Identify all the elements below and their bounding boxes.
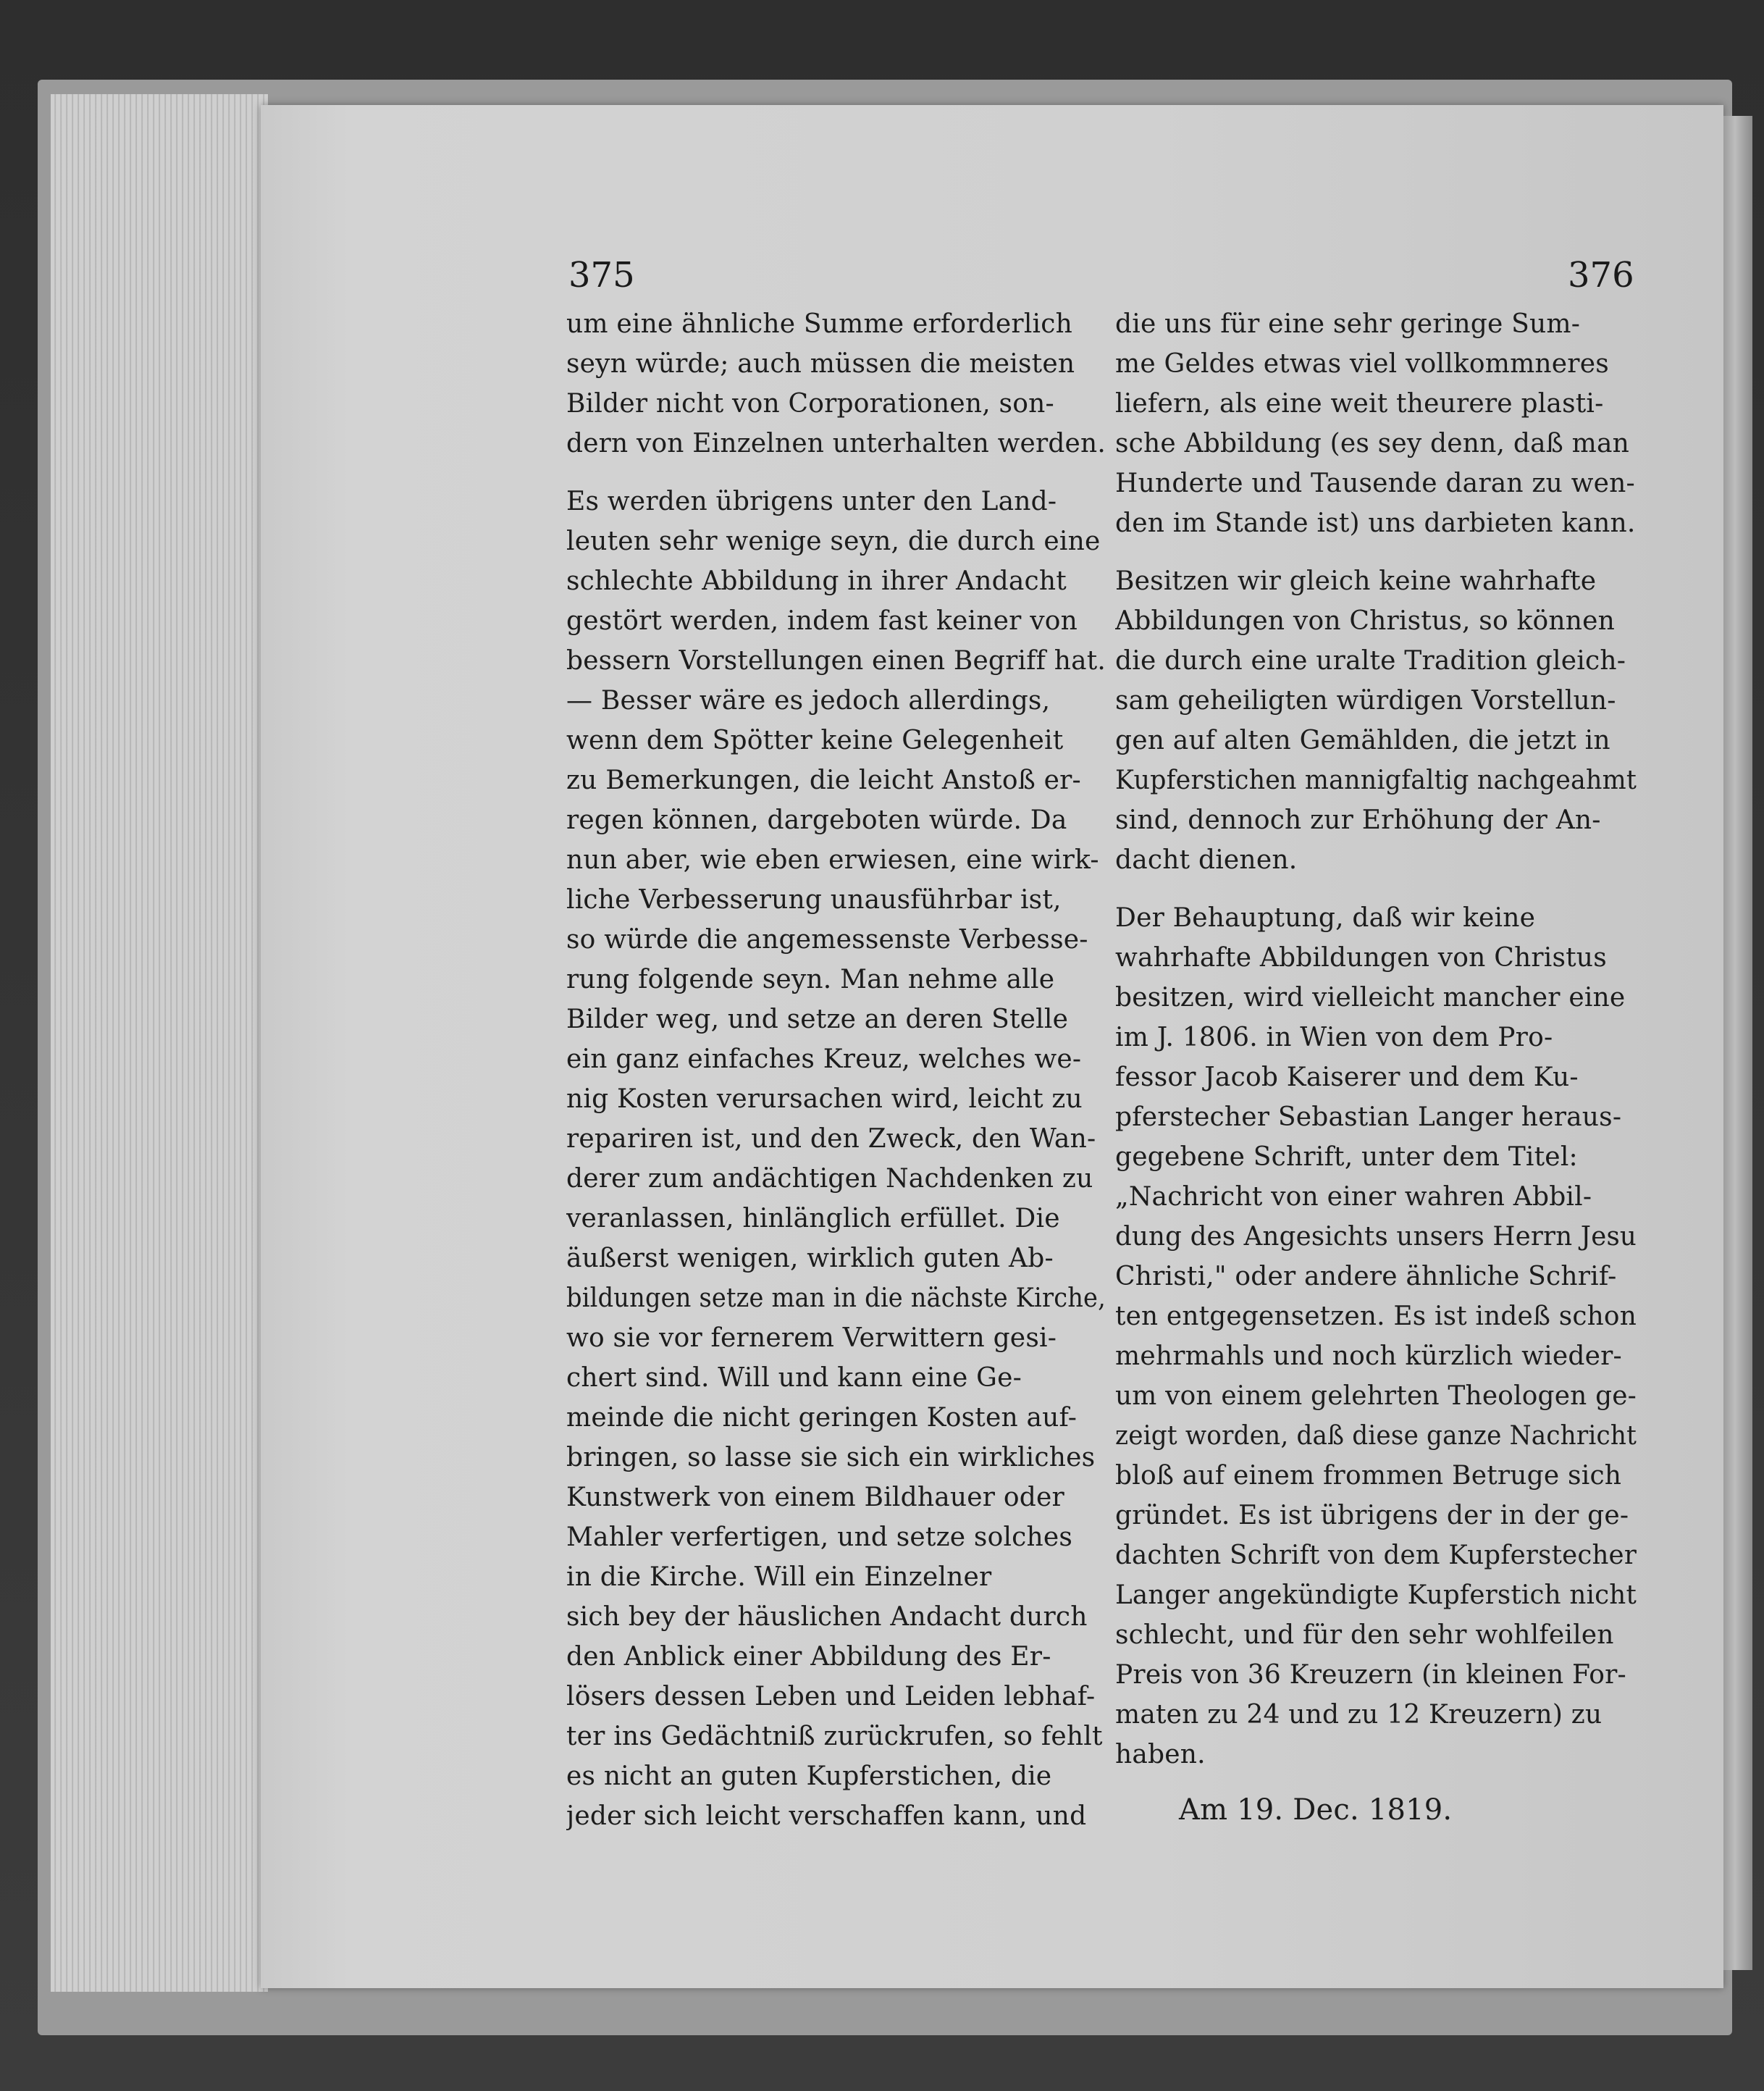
text-line: liefern, als eine weit theurere plasti- <box>1115 389 1604 419</box>
facing-page-edge <box>1723 116 1752 1970</box>
text-line: chert sind. Will und kann eine Ge- <box>566 1363 1022 1393</box>
paragraph <box>566 482 1106 1836</box>
page-number-right: 376 <box>1568 255 1634 296</box>
text-line: meinde die nicht geringen Kosten auf- <box>566 1403 1078 1433</box>
text-line: pferstecher Sebastian Langer heraus- <box>1115 1102 1622 1132</box>
text-line: sich bey der häuslichen Andacht durch <box>566 1602 1088 1632</box>
text-line: ter ins Gedächtniß zurückrufen, so fehlt <box>566 1722 1103 1751</box>
paragraph-gap <box>566 464 1106 482</box>
text-line: in die Kirche. Will ein Einzelner <box>566 1562 992 1592</box>
text-line: Hunderte und Tausende daran zu wen- <box>1115 469 1635 498</box>
text-line: Abbildungen von Christus, so können <box>1115 606 1616 636</box>
text-line: Besitzen wir gleich keine wahrhafte <box>1115 566 1597 596</box>
text-line: ten entgegensetzen. Es ist indeß schon <box>1115 1302 1637 1331</box>
text-line: haben. <box>1115 1740 1206 1769</box>
page-number-left: 375 <box>568 255 635 296</box>
text-line: im J. 1806. in Wien von dem Pro- <box>1115 1023 1553 1052</box>
text-line: seyn würde; auch müssen die meisten <box>566 349 1075 379</box>
text-line: bildungen setze man in die nächste Kirche, <box>566 1283 1106 1313</box>
text-line: Der Behauptung, daß wir keine <box>1115 903 1536 933</box>
text-line: dachten Schrift von dem Kupferstecher <box>1115 1541 1637 1570</box>
text-line: bessern Vorstellungen einen Begriff hat. <box>566 646 1106 676</box>
text-line: wenn dem Spötter keine Gelegenheit <box>566 726 1064 755</box>
text-line: sche Abbildung (es sey denn, daß man <box>1115 429 1630 458</box>
text-line: Bilder nicht von Corporationen, son- <box>566 389 1054 419</box>
text-line: so würde die angemessenste Verbesse- <box>566 925 1088 955</box>
text-line: — Besser wäre es jedoch allerdings, <box>566 686 1051 716</box>
date-signature <box>1115 1790 1637 1830</box>
text-line: Christi," oder andere ähnliche Schrif- <box>1115 1262 1617 1291</box>
text-line: nig Kosten verursachen wird, leicht zu <box>566 1084 1083 1114</box>
text-line: den Anblick einer Abbildung des Er- <box>566 1642 1051 1672</box>
text-line: sind, dennoch zur Erhöhung der An- <box>1115 805 1601 835</box>
paragraph <box>566 304 1106 464</box>
paragraph <box>1115 898 1637 1774</box>
paragraph <box>1115 561 1637 880</box>
text-line: dung des Angesichts unsers Herrn Jesu <box>1115 1222 1637 1252</box>
text-line: ein ganz einfaches Kreuz, welches we- <box>566 1044 1082 1074</box>
text-line: nun aber, wie eben erwiesen, eine wirk- <box>566 845 1099 875</box>
text-line: schlecht, und für den sehr wohlfeilen <box>1115 1620 1614 1650</box>
text-line: jeder sich leicht verschaffen kann, und <box>566 1801 1087 1831</box>
text-line: zu Bemerkungen, die leicht Anstoß er- <box>566 766 1081 795</box>
text-line: rung folgende seyn. Man nehme alle <box>566 965 1055 994</box>
left-column <box>566 304 1106 1836</box>
text-line: me Geldes etwas viel vollkommneres <box>1115 349 1609 379</box>
text-line: maten zu 24 und zu 12 Kreuzern) zu <box>1115 1700 1603 1730</box>
text-line: gestört werden, indem fast keiner von <box>566 606 1078 636</box>
text-line: Es werden übrigens unter den Land- <box>566 487 1057 516</box>
text-line: schlechte Abbildung in ihrer Andacht <box>566 566 1067 596</box>
text-line: mehrmahls und noch kürzlich wieder- <box>1115 1341 1622 1371</box>
text-line: Kunstwerk von einem Bildhauer oder <box>566 1483 1064 1512</box>
text-line: regen können, dargeboten würde. Da <box>566 805 1067 835</box>
text-line: es nicht an guten Kupferstichen, die <box>566 1761 1052 1791</box>
text-line: liche Verbesserung unausführbar ist, <box>566 885 1062 915</box>
text-line: zeigt worden, daß diese ganze Nachricht <box>1115 1421 1637 1451</box>
paragraph-gap <box>1115 543 1637 561</box>
text-line: wo sie vor fernerem Verwittern gesi- <box>566 1323 1057 1353</box>
text-line: „Nachricht von einer wahren Abbil- <box>1115 1182 1592 1212</box>
text-line: äußerst wenigen, wirklich guten Ab- <box>566 1244 1054 1273</box>
page-edges <box>51 94 268 1992</box>
text-line: bringen, so lasse sie sich ein wirkliches <box>566 1443 1096 1472</box>
text-line: Preis von 36 Kreuzern (in kleinen For- <box>1115 1660 1626 1690</box>
text-line: besitzen, wird vielleicht mancher eine <box>1115 983 1626 1013</box>
text-line: die durch eine uralte Tradition gleich- <box>1115 646 1626 676</box>
text-line: lösers dessen Leben und Leiden lebhaf- <box>566 1682 1096 1711</box>
text-line: Langer angekündigte Kupferstich nicht <box>1115 1580 1637 1610</box>
text-line: veranlassen, hinlänglich erfüllet. Die <box>566 1204 1060 1233</box>
text-line: gen auf alten Gemählden, die jetzt in <box>1115 726 1610 755</box>
text-line: wahrhafte Abbildungen von Christus <box>1115 943 1607 973</box>
text-line: dern von Einzelnen unterhalten werden. <box>566 429 1106 458</box>
text-line: leuten sehr wenige seyn, die durch eine <box>566 527 1101 556</box>
paragraph-gap <box>1115 880 1637 898</box>
text-line: fessor Jacob Kaiserer und dem Ku- <box>1115 1063 1579 1092</box>
text-line: um von einem gelehrten Theologen ge- <box>1115 1381 1637 1411</box>
date-text: Am 19. Dec. 1819. <box>1179 1793 1453 1827</box>
text-line: bloß auf einem frommen Betruge sich <box>1115 1461 1622 1491</box>
text-line: gegebene Schrift, unter dem Titel: <box>1115 1142 1578 1172</box>
text-line: sam geheiligten würdigen Vorstellun- <box>1115 686 1616 716</box>
text-line: Kupferstichen mannigfaltig nachgeahmt <box>1115 766 1637 795</box>
text-line: um eine ähnliche Summe erforderlich <box>566 309 1072 339</box>
text-line: den im Stande ist) uns darbieten kann. <box>1115 508 1636 538</box>
text-line: repariren ist, und den Zweck, den Wan- <box>566 1124 1096 1154</box>
text-line: gründet. Es ist übrigens der in der ge- <box>1115 1501 1629 1530</box>
paragraph <box>1115 304 1637 543</box>
text-line: Bilder weg, und setze an deren Stelle <box>566 1005 1069 1034</box>
text-line: derer zum andächtigen Nachdenken zu <box>566 1164 1093 1194</box>
right-column <box>1115 304 1637 1830</box>
text-line: Mahler verfertigen, und setze solches <box>566 1522 1073 1552</box>
text-line: dacht dienen. <box>1115 845 1298 875</box>
text-line: die uns für eine sehr geringe Sum- <box>1115 309 1581 339</box>
